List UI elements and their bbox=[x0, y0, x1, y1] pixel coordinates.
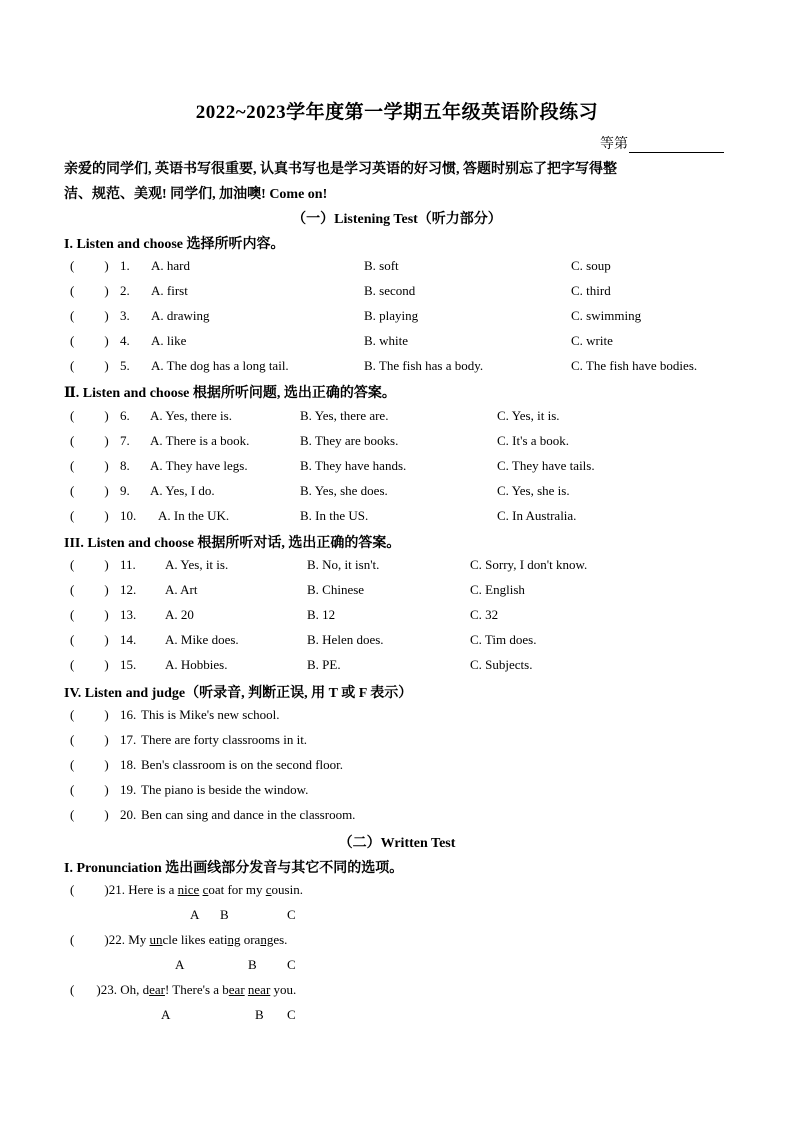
option-c: C. Yes, she is. bbox=[497, 483, 570, 498]
answer-blank[interactable]: ( ) bbox=[70, 483, 109, 498]
statement-text: Ben's classroom is on the second floor. bbox=[141, 757, 344, 772]
option-a: A. drawing bbox=[151, 308, 210, 323]
grade-field bbox=[600, 133, 724, 153]
answer-blank[interactable]: ( ) bbox=[70, 607, 109, 622]
question-number: 11. bbox=[120, 557, 136, 572]
option-c: C. It's a book. bbox=[497, 433, 570, 448]
grade-label: 等第 bbox=[600, 137, 628, 152]
question-number: 9. bbox=[120, 483, 130, 498]
q23-label-a: A bbox=[161, 1007, 171, 1022]
q21-label-c: C bbox=[287, 907, 296, 922]
option-a: A. They have legs. bbox=[150, 458, 248, 473]
option-b: B. white bbox=[364, 333, 409, 348]
question-23: ( )23. Oh, dear! There's a bear near you. bbox=[70, 982, 297, 997]
q21-label-a: A bbox=[190, 907, 200, 922]
answer-blank[interactable]: ( ) bbox=[70, 358, 109, 373]
option-a: A. hard bbox=[151, 258, 190, 273]
question-number: 12. bbox=[120, 582, 137, 597]
answer-blank[interactable]: ( ) bbox=[70, 757, 109, 772]
question-number: 13. bbox=[120, 607, 137, 622]
option-a: A. The dog has a long tail. bbox=[151, 358, 289, 373]
option-c: C. Tim does. bbox=[470, 632, 537, 647]
page-title: 2022~2023学年度第一学期五年级英语阶段练习 bbox=[195, 102, 599, 123]
option-c: C. Sorry, I don't know. bbox=[470, 557, 588, 572]
option-b: B. second bbox=[364, 283, 416, 298]
question-22: ( )22. My uncle likes eating oranges. bbox=[70, 932, 288, 947]
option-c: C. The fish have bodies. bbox=[571, 358, 698, 373]
option-b: B. PE. bbox=[307, 657, 341, 672]
option-c: C. They have tails. bbox=[497, 458, 595, 473]
statement-text: Ben can sing and dance in the classroom. bbox=[141, 807, 356, 822]
option-c: C. In Australia. bbox=[497, 508, 577, 523]
option-c: C. third bbox=[571, 283, 611, 298]
question-number: 16. bbox=[120, 707, 137, 722]
question-number: 3. bbox=[120, 308, 130, 323]
option-b: B. soft bbox=[364, 258, 399, 273]
answer-blank[interactable]: ( ) bbox=[70, 782, 109, 797]
part-listening-heading: （一）Listening Test（听力部分） bbox=[292, 212, 502, 227]
section-5-heading: I. Pronunciation 选出画线部分发音与其它不同的选项。 bbox=[64, 861, 404, 876]
section-1-heading: I. Listen and choose 选择所听内容。 bbox=[64, 237, 285, 252]
intro-line-2: 洁、规范、美观! 同学们, 加油噢! Come on! bbox=[64, 187, 328, 202]
answer-blank[interactable]: ( ) bbox=[70, 308, 109, 323]
statement-text: The piano is beside the window. bbox=[141, 782, 309, 797]
option-a: A. like bbox=[151, 333, 187, 348]
question-number: 18. bbox=[120, 757, 137, 772]
option-c: C. swimming bbox=[571, 308, 642, 323]
answer-blank[interactable]: ( ) bbox=[70, 258, 109, 273]
section-2-heading: Ⅱ. Listen and choose 根据所听问题, 选出正确的答案。 bbox=[64, 386, 396, 401]
answer-blank[interactable]: ( ) bbox=[70, 707, 109, 722]
question-number: 8. bbox=[120, 458, 130, 473]
option-a: A. Art bbox=[165, 582, 198, 597]
answer-blank[interactable]: ( ) bbox=[70, 408, 109, 423]
option-c: C. 32 bbox=[470, 607, 499, 622]
question-number: 19. bbox=[120, 782, 137, 797]
answer-blank[interactable]: ( ) bbox=[70, 458, 109, 473]
option-b: B. 12 bbox=[307, 607, 336, 622]
option-b: B. Yes, she does. bbox=[300, 483, 388, 498]
question-number: 10. bbox=[120, 508, 137, 523]
option-b: B. They are books. bbox=[300, 433, 399, 448]
answer-blank[interactable]: ( ) bbox=[70, 807, 109, 822]
question-number: 15. bbox=[120, 657, 137, 672]
answer-blank[interactable]: ( ) bbox=[70, 632, 109, 647]
question-number: 20. bbox=[120, 807, 137, 822]
answer-blank[interactable]: ( ) bbox=[70, 283, 109, 298]
option-b: B. They have hands. bbox=[300, 458, 407, 473]
intro-line-1: 亲爱的同学们, 英语书写很重要, 认真书写也是学习英语的好习惯, 答题时别忘了把字写得整 bbox=[64, 162, 617, 177]
question-number: 2. bbox=[120, 283, 130, 298]
q22-label-b: B bbox=[248, 957, 257, 972]
option-c: C. Yes, it is. bbox=[497, 408, 560, 423]
option-b: B. Helen does. bbox=[307, 632, 384, 647]
option-b: B. playing bbox=[364, 308, 419, 323]
option-c: C. English bbox=[470, 582, 525, 597]
option-b: B. Chinese bbox=[307, 582, 365, 597]
option-a: A. 20 bbox=[165, 607, 194, 622]
option-a: A. Hobbies. bbox=[165, 657, 228, 672]
question-number: 17. bbox=[120, 732, 137, 747]
statement-text: There are forty classrooms in it. bbox=[141, 732, 308, 747]
option-b: B. Yes, there are. bbox=[300, 408, 389, 423]
question-number: 7. bbox=[120, 433, 130, 448]
q23-label-b: B bbox=[255, 1007, 264, 1022]
part-written-heading: （二）Written Test bbox=[338, 836, 456, 851]
answer-blank[interactable]: ( ) bbox=[70, 582, 109, 597]
q23-label-c: C bbox=[287, 1007, 296, 1022]
option-a: A. There is a book. bbox=[150, 433, 250, 448]
answer-blank[interactable]: ( ) bbox=[70, 732, 109, 747]
option-a: A. Yes, it is. bbox=[165, 557, 229, 572]
section-3-heading: III. Listen and choose 根据所听对话, 选出正确的答案。 bbox=[64, 536, 401, 551]
answer-blank[interactable]: ( ) bbox=[70, 557, 109, 572]
option-c: C. soup bbox=[571, 258, 611, 273]
answer-blank[interactable]: ( ) bbox=[70, 508, 109, 523]
q22-label-a: A bbox=[175, 957, 185, 972]
option-a: A. Mike does. bbox=[165, 632, 239, 647]
option-c: C. write bbox=[571, 333, 613, 348]
question-number: 6. bbox=[120, 408, 130, 423]
question-number: 1. bbox=[120, 258, 130, 273]
statement-text: This is Mike's new school. bbox=[141, 707, 280, 722]
section-4-heading: IV. Listen and judge（听录音, 判断正误, 用 T 或 F 表示） bbox=[64, 686, 413, 701]
question-number: 4. bbox=[120, 333, 130, 348]
grade-blank[interactable] bbox=[629, 138, 724, 153]
question-21: ( )21. Here is a nice coat for my cousin. bbox=[70, 882, 303, 897]
option-c: C. Subjects. bbox=[470, 657, 533, 672]
option-b: B. In the US. bbox=[300, 508, 369, 523]
option-a: A. Yes, I do. bbox=[150, 483, 215, 498]
question-number: 5. bbox=[120, 358, 130, 373]
answer-blank[interactable]: ( ) bbox=[70, 333, 109, 348]
option-a: A. Yes, there is. bbox=[150, 408, 232, 423]
answer-blank[interactable]: ( ) bbox=[70, 433, 109, 448]
option-b: B. No, it isn't. bbox=[307, 557, 380, 572]
q22-label-c: C bbox=[287, 957, 296, 972]
q21-label-b: B bbox=[220, 907, 229, 922]
answer-blank[interactable]: ( ) bbox=[70, 657, 109, 672]
question-number: 14. bbox=[120, 632, 137, 647]
option-a: A. first bbox=[151, 283, 188, 298]
option-a: A. In the UK. bbox=[158, 508, 230, 523]
option-b: B. The fish has a body. bbox=[364, 358, 484, 373]
